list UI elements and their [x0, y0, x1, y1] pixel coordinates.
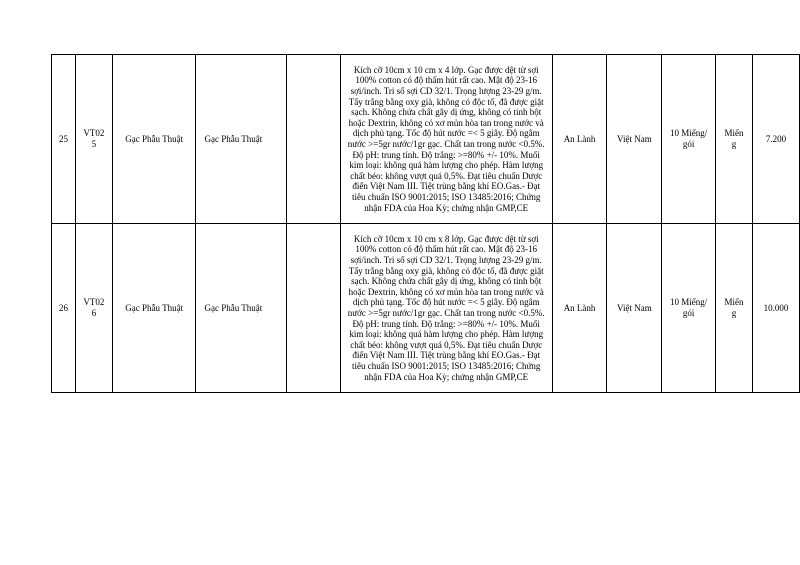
manufacturer: An Lành: [552, 55, 607, 224]
item-code: VT02 6: [75, 224, 112, 393]
origin-country: Việt Nam: [607, 224, 662, 393]
unit-price: 7.200: [753, 55, 800, 224]
item-code: VT02 5: [75, 55, 112, 224]
origin-country: Việt Nam: [607, 55, 662, 224]
table-row: [52, 224, 800, 393]
table-row: [52, 55, 800, 224]
empty-cell: [287, 55, 341, 224]
item-name: Gạc Phẫu Thuật: [112, 224, 196, 393]
row-number: 26: [52, 224, 76, 393]
packing: 10 Miếng/ gói: [662, 55, 716, 224]
unit-price: 10.000: [753, 224, 800, 393]
trade-name: Gạc Phẫu Thuật: [196, 55, 287, 224]
empty-cell: [287, 224, 341, 393]
item-name: Gạc Phẫu Thuật: [112, 55, 196, 224]
product-table: [51, 54, 800, 393]
technical-spec: Kích cỡ 10cm x 10 cm x 8 lớp. Gạc được dệt từ sợi 100% cotton có độ thấm hút rất cao. Mật độ 23-16 sợi/inch. Tri số sợi CD 32/1. Trọng lượng 23-29 g/m. Tẩy trắng bằng oxy già, không có độc tố, đã được giặt sạch. Không chứa chất gây dị ứng, không có tinh bột hoặc Dextrin, không có xơ mủn hòa tan trong nước và dịch phủ tạng. Tốc độ hút nước =< 5 giây. Độ ngâm nước >=5gr nước/1gr gạc. Chất tan trong nước <0.5%. Độ pH: trung tính. Độ trắng: >=80% +/- 10%. Muối kim loại: không quá hàm lượng cho phép. Hàm lượng chất béo: không vượt quá 0,5%. Đạt tiêu chuẩn Dược điển Việt Nam III. Tiệt trùng bằng khí EO.Gas.- Đạt tiêu chuẩn ISO 9001:2015; ISO 13485:2016; Chứng nhận FDA của Hoa Kỳ; chứng nhận GMP,CE: [340, 224, 552, 393]
row-number: 25: [52, 55, 76, 224]
packing: 10 Miếng/ gói: [662, 224, 716, 393]
unit: Miến g: [716, 224, 753, 393]
technical-spec: Kích cỡ 10cm x 10 cm x 4 lớp. Gạc được dệt từ sợi 100% cotton có độ thấm hút rất cao. Mật độ 23-16 sợi/inch. Tri số sợi CD 32/1. Trọng lượng 23-29 g/m. Tẩy trắng bằng oxy già, không có độc tố, đã được giặt sạch. Không chứa chất gây dị ứng, không có tinh bột hoặc Dextrin, không có xơ mủn hòa tan trong nước và dịch phủ tạng. Tốc độ hút nước =< 5 giây. Độ ngâm nước >=5gr nước/1gr gạc. Chất tan trong nước <0.5%. Độ pH: trung tính. Độ trắng: >=80% +/- 10%. Muối kim loại: không quá hàm lượng cho phép. Hàm lượng chất béo: không vượt quá 0,5%. Đạt tiêu chuẩn Dược điển Việt Nam III. Tiệt trùng bằng khí EO.Gas.- Đạt tiêu chuẩn ISO 9001:2015; ISO 13485:2016; Chứng nhận FDA của Hoa Kỳ; chứng nhận GMP,CE: [340, 55, 552, 224]
manufacturer: An Lành: [552, 224, 607, 393]
trade-name: Gạc Phẫu Thuật: [196, 224, 287, 393]
unit: Miến g: [716, 55, 753, 224]
